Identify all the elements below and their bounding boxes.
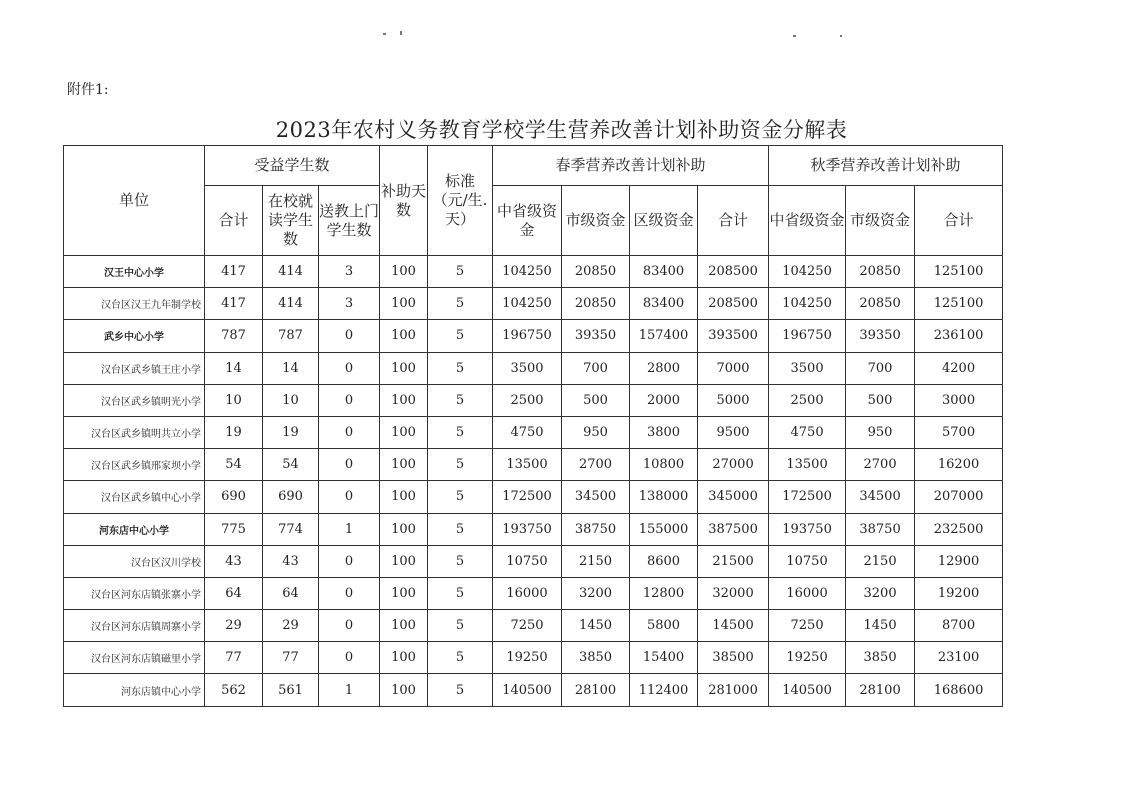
- cell-autumn-total: 125100: [915, 288, 1003, 320]
- cell-unit: 汉台区河东店镇磁里小学: [64, 642, 205, 674]
- cell-on-campus: 414: [263, 256, 319, 288]
- cell-autumn-total: 207000: [915, 481, 1003, 513]
- cell-autumn-total: 4200: [915, 352, 1003, 384]
- header-spring-central-provincial: 中省级资金: [493, 186, 562, 256]
- cell-standard: 5: [428, 449, 493, 481]
- cell-autumn-central-provincial: 16000: [769, 577, 846, 609]
- cell-spring-central-provincial: 3500: [493, 352, 562, 384]
- cell-spring-central-provincial: 196750: [493, 320, 562, 352]
- cell-unit: 武乡中心小学: [64, 320, 205, 352]
- cell-spring-city: 500: [562, 384, 630, 416]
- cell-unit: 汉台区河东店镇周寨小学: [64, 610, 205, 642]
- cell-on-campus: 64: [263, 577, 319, 609]
- cell-standard: 5: [428, 416, 493, 448]
- cell-unit: 汉台区武乡镇中心小学: [64, 481, 205, 513]
- cell-unit: 汉王中心小学: [64, 256, 205, 288]
- cell-spring-city: 20850: [562, 288, 630, 320]
- header-spring: 春季营养改善计划补助: [493, 146, 769, 186]
- cell-standard: 5: [428, 642, 493, 674]
- cell-standard: 5: [428, 481, 493, 513]
- cell-autumn-city: 20850: [846, 256, 915, 288]
- cell-standard: 5: [428, 545, 493, 577]
- table-row: [64, 674, 1003, 706]
- cell-autumn-total: 232500: [915, 513, 1003, 545]
- cell-spring-city: 1450: [562, 610, 630, 642]
- table-row: [64, 416, 1003, 448]
- cell-home-delivery: 1: [319, 513, 380, 545]
- cell-days: 100: [380, 256, 428, 288]
- cell-total: 417: [205, 288, 263, 320]
- cell-autumn-city: 500: [846, 384, 915, 416]
- cell-spring-city: 34500: [562, 481, 630, 513]
- cell-spring-central-provincial: 140500: [493, 674, 562, 706]
- cell-unit: 汉台区汉川学校: [64, 545, 205, 577]
- cell-spring-total: 345000: [698, 481, 769, 513]
- cell-days: 100: [380, 642, 428, 674]
- cell-spring-city: 28100: [562, 674, 630, 706]
- cell-spring-city: 2150: [562, 545, 630, 577]
- cell-spring-central-provincial: 104250: [493, 256, 562, 288]
- cell-on-campus: 787: [263, 320, 319, 352]
- header-beneficiaries: 受益学生数: [205, 146, 380, 186]
- cell-spring-district: 2800: [630, 352, 698, 384]
- cell-home-delivery: 0: [319, 416, 380, 448]
- header-spring-total: 合计: [698, 186, 769, 256]
- scan-speck: [383, 33, 386, 35]
- cell-spring-district: 155000: [630, 513, 698, 545]
- cell-spring-city: 950: [562, 416, 630, 448]
- cell-autumn-city: 700: [846, 352, 915, 384]
- cell-spring-total: 7000: [698, 352, 769, 384]
- cell-autumn-total: 5700: [915, 416, 1003, 448]
- cell-on-campus: 29: [263, 610, 319, 642]
- cell-standard: 5: [428, 256, 493, 288]
- table-row: [64, 384, 1003, 416]
- cell-autumn-total: 236100: [915, 320, 1003, 352]
- cell-autumn-total: 19200: [915, 577, 1003, 609]
- cell-home-delivery: 0: [319, 320, 380, 352]
- cell-total: 562: [205, 674, 263, 706]
- table-row: [64, 577, 1003, 609]
- cell-home-delivery: 0: [319, 610, 380, 642]
- cell-home-delivery: 0: [319, 577, 380, 609]
- cell-autumn-city: 20850: [846, 288, 915, 320]
- cell-autumn-central-provincial: 2500: [769, 384, 846, 416]
- cell-spring-total: 387500: [698, 513, 769, 545]
- cell-autumn-central-provincial: 3500: [769, 352, 846, 384]
- cell-home-delivery: 0: [319, 481, 380, 513]
- cell-spring-central-provincial: 13500: [493, 449, 562, 481]
- cell-total: 54: [205, 449, 263, 481]
- cell-spring-central-provincial: 19250: [493, 642, 562, 674]
- scan-speck: [840, 35, 842, 37]
- cell-days: 100: [380, 449, 428, 481]
- cell-spring-central-provincial: 104250: [493, 288, 562, 320]
- cell-autumn-central-provincial: 104250: [769, 256, 846, 288]
- cell-autumn-central-provincial: 104250: [769, 288, 846, 320]
- cell-days: 100: [380, 288, 428, 320]
- cell-standard: 5: [428, 384, 493, 416]
- cell-spring-total: 208500: [698, 288, 769, 320]
- cell-unit: 汉台区河东店镇张寨小学: [64, 577, 205, 609]
- cell-standard: 5: [428, 352, 493, 384]
- cell-spring-city: 3850: [562, 642, 630, 674]
- cell-autumn-city: 39350: [846, 320, 915, 352]
- cell-autumn-city: 38750: [846, 513, 915, 545]
- header-autumn-central-provincial: 中省级资金: [769, 186, 846, 256]
- cell-home-delivery: 0: [319, 642, 380, 674]
- cell-unit: 汉台区武乡镇邢家坝小学: [64, 449, 205, 481]
- cell-spring-central-provincial: 193750: [493, 513, 562, 545]
- cell-total: 29: [205, 610, 263, 642]
- subsidy-table: [63, 145, 1003, 707]
- cell-days: 100: [380, 384, 428, 416]
- cell-standard: 5: [428, 577, 493, 609]
- cell-autumn-city: 3850: [846, 642, 915, 674]
- cell-on-campus: 561: [263, 674, 319, 706]
- table-row: [64, 288, 1003, 320]
- table-row: [64, 642, 1003, 674]
- header-autumn: 秋季营养改善计划补助: [769, 146, 1003, 186]
- cell-home-delivery: 1: [319, 674, 380, 706]
- cell-total: 19: [205, 416, 263, 448]
- cell-spring-city: 700: [562, 352, 630, 384]
- header-subsidy-days: 补助天数: [380, 146, 428, 256]
- cell-autumn-city: 1450: [846, 610, 915, 642]
- cell-spring-district: 12800: [630, 577, 698, 609]
- cell-spring-district: 3800: [630, 416, 698, 448]
- cell-autumn-central-provincial: 4750: [769, 416, 846, 448]
- cell-autumn-central-provincial: 140500: [769, 674, 846, 706]
- cell-autumn-total: 16200: [915, 449, 1003, 481]
- cell-autumn-city: 3200: [846, 577, 915, 609]
- cell-home-delivery: 3: [319, 256, 380, 288]
- cell-spring-district: 138000: [630, 481, 698, 513]
- table-row: [64, 256, 1003, 288]
- header-on-campus: 在校就读学生数: [263, 186, 319, 256]
- cell-spring-total: 281000: [698, 674, 769, 706]
- cell-total: 10: [205, 384, 263, 416]
- cell-unit: 河东店中心小学: [64, 513, 205, 545]
- cell-spring-district: 8600: [630, 545, 698, 577]
- annex-label: 附件1:: [67, 82, 109, 98]
- cell-autumn-central-provincial: 193750: [769, 513, 846, 545]
- cell-standard: 5: [428, 320, 493, 352]
- cell-home-delivery: 3: [319, 288, 380, 320]
- cell-autumn-central-provincial: 172500: [769, 481, 846, 513]
- cell-autumn-total: 12900: [915, 545, 1003, 577]
- cell-autumn-city: 2700: [846, 449, 915, 481]
- cell-spring-central-provincial: 172500: [493, 481, 562, 513]
- cell-on-campus: 414: [263, 288, 319, 320]
- header-spring-city: 市级资金: [562, 186, 630, 256]
- cell-autumn-central-provincial: 7250: [769, 610, 846, 642]
- cell-autumn-total: 125100: [915, 256, 1003, 288]
- header-autumn-city: 市级资金: [846, 186, 915, 256]
- cell-on-campus: 19: [263, 416, 319, 448]
- cell-autumn-total: 168600: [915, 674, 1003, 706]
- cell-autumn-central-provincial: 13500: [769, 449, 846, 481]
- cell-spring-city: 2700: [562, 449, 630, 481]
- cell-on-campus: 774: [263, 513, 319, 545]
- cell-autumn-city: 28100: [846, 674, 915, 706]
- table-row: [64, 352, 1003, 384]
- cell-days: 100: [380, 674, 428, 706]
- cell-spring-total: 38500: [698, 642, 769, 674]
- scan-speck: [400, 31, 402, 35]
- header-standard: 标准（元/生.天）: [428, 146, 493, 256]
- cell-spring-total: 32000: [698, 577, 769, 609]
- cell-days: 100: [380, 610, 428, 642]
- table-row: [64, 545, 1003, 577]
- cell-unit: 汉台区武乡镇王庄小学: [64, 352, 205, 384]
- cell-standard: 5: [428, 513, 493, 545]
- cell-days: 100: [380, 513, 428, 545]
- cell-total: 690: [205, 481, 263, 513]
- cell-spring-central-provincial: 4750: [493, 416, 562, 448]
- cell-autumn-city: 950: [846, 416, 915, 448]
- cell-autumn-city: 34500: [846, 481, 915, 513]
- cell-on-campus: 690: [263, 481, 319, 513]
- cell-spring-city: 39350: [562, 320, 630, 352]
- cell-total: 77: [205, 642, 263, 674]
- cell-spring-city: 38750: [562, 513, 630, 545]
- cell-total: 417: [205, 256, 263, 288]
- cell-spring-total: 393500: [698, 320, 769, 352]
- cell-home-delivery: 0: [319, 352, 380, 384]
- cell-spring-central-provincial: 7250: [493, 610, 562, 642]
- cell-spring-district: 15400: [630, 642, 698, 674]
- cell-spring-total: 5000: [698, 384, 769, 416]
- cell-spring-district: 83400: [630, 288, 698, 320]
- page-title: 2023年农村义务教育学校学生营养改善计划补助资金分解表: [275, 118, 848, 142]
- header-total: 合计: [205, 186, 263, 256]
- cell-spring-total: 21500: [698, 545, 769, 577]
- cell-home-delivery: 0: [319, 449, 380, 481]
- cell-spring-central-provincial: 2500: [493, 384, 562, 416]
- cell-total: 14: [205, 352, 263, 384]
- cell-on-campus: 77: [263, 642, 319, 674]
- cell-days: 100: [380, 320, 428, 352]
- table-row: [64, 610, 1003, 642]
- cell-autumn-total: 3000: [915, 384, 1003, 416]
- cell-spring-city: 20850: [562, 256, 630, 288]
- cell-total: 787: [205, 320, 263, 352]
- header-spring-district: 区级资金: [630, 186, 698, 256]
- scan-speck: [793, 35, 796, 37]
- cell-spring-central-provincial: 10750: [493, 545, 562, 577]
- cell-standard: 5: [428, 610, 493, 642]
- cell-unit: 河东店镇中心小学: [64, 674, 205, 706]
- table-row: [64, 449, 1003, 481]
- cell-unit: 汉台区武乡镇明共立小学: [64, 416, 205, 448]
- cell-days: 100: [380, 416, 428, 448]
- cell-spring-district: 83400: [630, 256, 698, 288]
- cell-spring-total: 27000: [698, 449, 769, 481]
- cell-total: 775: [205, 513, 263, 545]
- cell-home-delivery: 0: [319, 384, 380, 416]
- cell-on-campus: 54: [263, 449, 319, 481]
- cell-on-campus: 43: [263, 545, 319, 577]
- cell-days: 100: [380, 481, 428, 513]
- cell-spring-district: 10800: [630, 449, 698, 481]
- table-row: [64, 481, 1003, 513]
- cell-days: 100: [380, 545, 428, 577]
- cell-spring-district: 157400: [630, 320, 698, 352]
- cell-spring-total: 9500: [698, 416, 769, 448]
- table-row: [64, 513, 1003, 545]
- header-unit: 单位: [64, 146, 205, 256]
- cell-autumn-city: 2150: [846, 545, 915, 577]
- table-body: [64, 256, 1003, 707]
- cell-days: 100: [380, 577, 428, 609]
- cell-spring-district: 2000: [630, 384, 698, 416]
- cell-autumn-central-provincial: 19250: [769, 642, 846, 674]
- cell-on-campus: 14: [263, 352, 319, 384]
- cell-on-campus: 10: [263, 384, 319, 416]
- cell-standard: 5: [428, 674, 493, 706]
- cell-standard: 5: [428, 288, 493, 320]
- cell-unit: 汉台区汉王九年制学校: [64, 288, 205, 320]
- cell-total: 43: [205, 545, 263, 577]
- cell-days: 100: [380, 352, 428, 384]
- header-home-delivery: 送教上门学生数: [319, 186, 380, 256]
- cell-spring-total: 208500: [698, 256, 769, 288]
- cell-autumn-total: 8700: [915, 610, 1003, 642]
- cell-unit: 汉台区武乡镇明光小学: [64, 384, 205, 416]
- cell-autumn-central-provincial: 196750: [769, 320, 846, 352]
- cell-spring-total: 14500: [698, 610, 769, 642]
- cell-spring-central-provincial: 16000: [493, 577, 562, 609]
- table-row: [64, 320, 1003, 352]
- cell-spring-city: 3200: [562, 577, 630, 609]
- cell-home-delivery: 0: [319, 545, 380, 577]
- header-autumn-total: 合计: [915, 186, 1003, 256]
- cell-spring-district: 5800: [630, 610, 698, 642]
- cell-autumn-central-provincial: 10750: [769, 545, 846, 577]
- cell-total: 64: [205, 577, 263, 609]
- cell-autumn-total: 23100: [915, 642, 1003, 674]
- cell-spring-district: 112400: [630, 674, 698, 706]
